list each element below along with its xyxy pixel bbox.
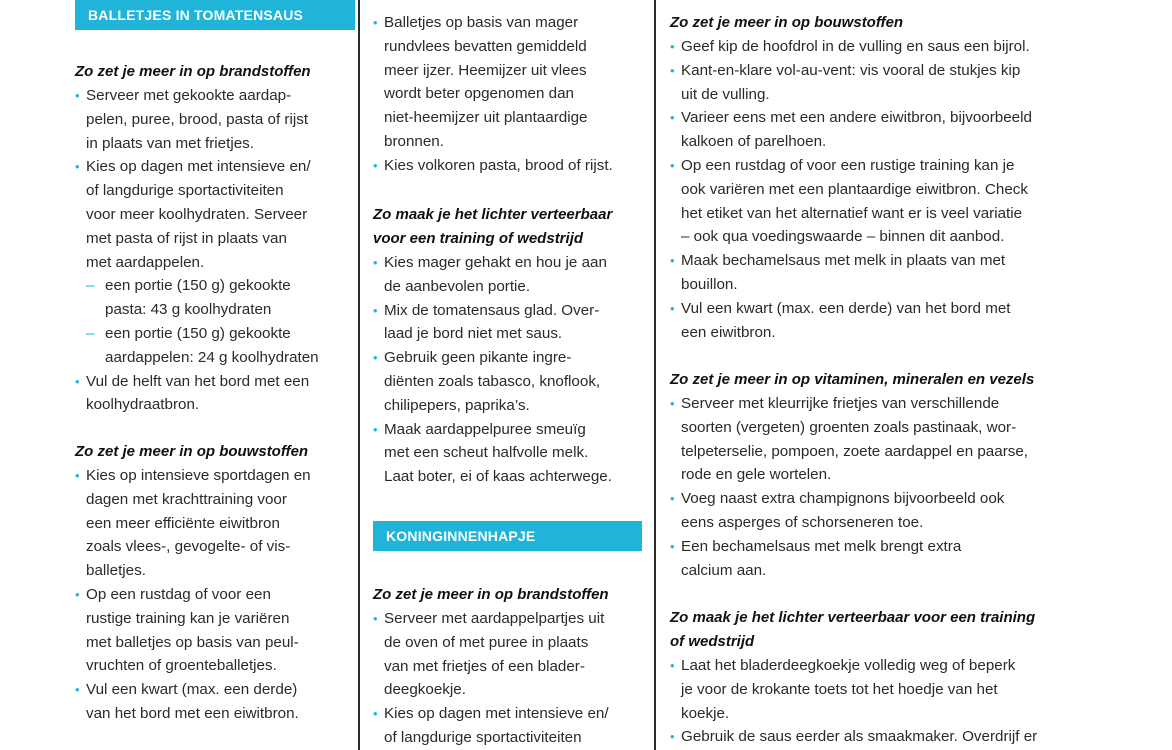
text-line: • Mix de tomatensaus glad. Over-: [384, 301, 600, 319]
text-line: pasta: 43 g koolhydraten: [105, 301, 272, 319]
text-line: meer ijzer. Heemijzer uit vlees: [384, 61, 587, 79]
text-line: koolhydraatbron.: [86, 396, 200, 414]
text-line: • Vul de helft van het bord met een: [86, 372, 310, 390]
list-item: [373, 251, 653, 299]
section-title: Zo zet je meer in op vitaminen, mineralen en vezels: [670, 371, 1035, 388]
bullet-list: [373, 607, 653, 750]
list-item: [75, 464, 365, 583]
title-line: of wedstrijd: [670, 633, 755, 650]
list-item: [75, 678, 365, 726]
section-header-balletjes: BALLETJES IN TOMATENSAUS: [75, 0, 355, 30]
text-line: met een scheut halfvolle melk.: [384, 444, 589, 462]
title-line: Zo maak je het lichter verteerbaar voor een training: [670, 609, 1036, 626]
text-line: je voor de krokante toets tot het hoedje van het: [681, 680, 998, 698]
list-item: [75, 370, 365, 418]
text-line: een meer efficiënte eiwitbron: [86, 514, 280, 532]
text-line: chilipepers, paprika’s.: [384, 396, 530, 414]
section-title: Zo zet je meer in op bouwstoffen: [670, 14, 904, 31]
list-item: [670, 154, 1100, 249]
text-line: het etiket van het alternatief want er is veel variatie: [681, 204, 1023, 222]
text-line: kalkoen of parelhoen.: [681, 133, 827, 151]
text-line: calcium aan.: [681, 561, 767, 579]
text-line: • Kies mager gehakt en hou je aan: [384, 254, 607, 271]
text-line: • Kies op dagen met intensieve en/: [384, 705, 609, 723]
list-item: [670, 654, 1100, 725]
bullet-list: [75, 464, 365, 726]
bullet-list: [670, 35, 1100, 344]
text-line: of langdurige sportactiviteiten: [384, 728, 582, 746]
text-line: ook variëren met een plantaardige eiwitbron. Check: [681, 180, 1028, 198]
text-line: • Kies volkoren pasta, brood of rijst.: [384, 156, 613, 174]
list-item: [670, 297, 1100, 345]
section-bouwstoffen-2: [670, 11, 1100, 344]
text-line: pelen, puree, brood, pasta of rijst: [86, 110, 309, 128]
text-line: bouillon.: [681, 275, 738, 293]
title-line: Zo maak je het lichter verteerbaar: [373, 206, 613, 223]
text-line: van het bord met een eiwitbron.: [86, 704, 299, 722]
text-line: telpeterselie, pompoen, zoete aardappel en paarse,: [681, 442, 1029, 460]
section-continued: [373, 11, 653, 178]
text-line: rode en gele wortelen.: [681, 466, 832, 484]
text-line: de aanbevolen portie.: [384, 277, 531, 295]
text-line: • Gebruik geen pikante ingre-: [384, 349, 572, 367]
text-line: bronnen.: [384, 132, 444, 150]
list-item: [670, 249, 1100, 297]
text-line: • Een bechamelsaus met melk brengt extra: [681, 537, 962, 555]
list-item: [373, 702, 653, 750]
text-line: • Varieer eens met een andere eiwitbron, bijvoorbeeld: [681, 109, 1032, 127]
title-line: voor een training of wedstrijd: [373, 230, 584, 247]
list-item: [670, 59, 1100, 107]
text-line: of langdurige sportactiviteiten: [86, 182, 284, 200]
list-item: [373, 346, 653, 417]
section-verteerbaar-1: [373, 203, 653, 489]
text-line: uit de vulling.: [681, 85, 770, 103]
text-line: • Serveer met aardappelpartjes uit: [384, 610, 605, 627]
list-item: [373, 418, 653, 489]
text-line: een eiwitbron.: [681, 323, 776, 341]
text-line: rundvlees bevatten gemiddeld: [384, 37, 587, 55]
text-line: • Laat het bladerdeegkoekje volledig weg of beperk: [681, 657, 1016, 674]
text-line: • Gebruik de saus eerder als smaakmaker. Overdrijf er: [681, 728, 1038, 746]
text-line: zoals vlees-, gevogelte- of vis-: [86, 538, 291, 556]
list-item: [670, 392, 1100, 487]
text-line: deegkoekje.: [384, 681, 466, 699]
bullet-list: [373, 251, 653, 489]
text-line: wordt beter opgenomen dan: [384, 85, 574, 103]
section-title: [373, 203, 653, 251]
text-line: • Op een rustdag of voor een: [86, 585, 271, 603]
text-line: voor meer koolhydraten. Serveer: [86, 205, 308, 223]
text-line: koekje.: [681, 704, 730, 722]
list-item: [373, 11, 653, 154]
text-line: • Op een rustdag of voor een rustige training kan je: [681, 156, 1015, 174]
text-line: van met frietjes of een blader-: [384, 657, 585, 675]
text-line: – een portie (150 g) gekookte: [105, 277, 291, 295]
text-line: • Kies op intensieve sportdagen en: [86, 467, 311, 484]
section-title: Zo zet je meer in op brandstoffen: [373, 586, 609, 603]
list-item: [373, 299, 653, 347]
text-line: vruchten of groenteballetjes.: [86, 657, 277, 675]
section-header-koninginnenhapje: KONINGINNENHAPJE: [373, 521, 642, 551]
text-line: – een portie (150 g) gekookte: [105, 324, 291, 342]
text-line: • Maak aardappelpuree smeuïg: [384, 420, 586, 438]
list-item: [670, 35, 1100, 59]
text-line: dagen met krachttraining voor: [86, 490, 287, 508]
text-line: • Voeg naast extra champignons bijvoorbeeld ook: [681, 490, 1005, 508]
section-brandstoffen-2: [373, 583, 653, 750]
text-line: • Geef kip de hoofdrol in de vulling en saus een bijrol.: [681, 38, 1030, 55]
text-line: • Balletjes op basis van mager: [384, 14, 579, 31]
text-line: met aardappelen.: [86, 253, 205, 271]
list-item: [373, 154, 653, 178]
sub-list-item: [86, 322, 365, 370]
sub-list-item: [86, 274, 365, 322]
list-item: [670, 106, 1100, 154]
list-item: [373, 607, 653, 702]
section-title: Zo zet je meer in op bouwstoffen: [75, 443, 309, 460]
text-line: – ook qua voedingswaarde – binnen dit aanbod.: [681, 228, 1005, 246]
section-vitaminen: [670, 368, 1100, 582]
text-line: eens asperges of schorseneren toe.: [681, 513, 924, 531]
text-line: Laat boter, ei of kaas achterwege.: [384, 468, 612, 486]
sub-list: [86, 274, 365, 369]
text-line: diënten zoals tabasco, knoflook,: [384, 372, 601, 390]
text-line: niet-heemijzer uit plantaardige: [384, 109, 588, 127]
text-line: aardappelen: 24 g koolhydraten: [105, 348, 319, 366]
list-item: [670, 725, 1100, 749]
section-verteerbaar-2: [670, 606, 1100, 749]
text-line: • Maak bechamelsaus met melk in plaats van met: [681, 252, 1006, 270]
text-line: rustige training kan je variëren: [86, 609, 290, 627]
text-line: • Serveer met kleurrijke frietjes van verschillende: [681, 395, 1000, 412]
list-item: [670, 487, 1100, 535]
section-title: [670, 606, 1100, 654]
text-line: • Vul een kwart (max. een derde) van het bord met: [681, 299, 1011, 317]
section-title: Zo zet je meer in op brandstoffen: [75, 63, 311, 80]
text-line: balletjes.: [86, 562, 146, 580]
text-line: met balletjes op basis van peul-: [86, 633, 299, 651]
bullet-list: [75, 84, 365, 417]
section-brandstoffen-1: [75, 60, 365, 417]
text-line: • Serveer met gekookte aardap-: [86, 87, 292, 104]
section-bouwstoffen-1: [75, 440, 365, 726]
bullet-list: [373, 11, 653, 178]
bullet-list: [670, 654, 1100, 749]
text-line: • Kies op dagen met intensieve en/: [86, 158, 311, 176]
list-item: [75, 155, 365, 369]
bullet-list: [670, 392, 1100, 582]
text-line: de oven of met puree in plaats: [384, 633, 589, 651]
text-line: laad je bord niet met saus.: [384, 325, 563, 343]
text-line: • Kant-en-klare vol-au-vent: vis vooral de stukjes kip: [681, 61, 1021, 79]
text-line: met pasta of rijst in plaats van: [86, 229, 287, 247]
list-item: [670, 535, 1100, 583]
text-line: in plaats van met frietjes.: [86, 134, 254, 152]
text-line: soorten (vergeten) groenten zoals pastinaak, wor-: [681, 418, 1017, 436]
list-item: [75, 583, 365, 678]
list-item: [75, 84, 365, 155]
column-divider-right: [654, 0, 656, 750]
text-line: • Vul een kwart (max. een derde): [86, 681, 298, 699]
